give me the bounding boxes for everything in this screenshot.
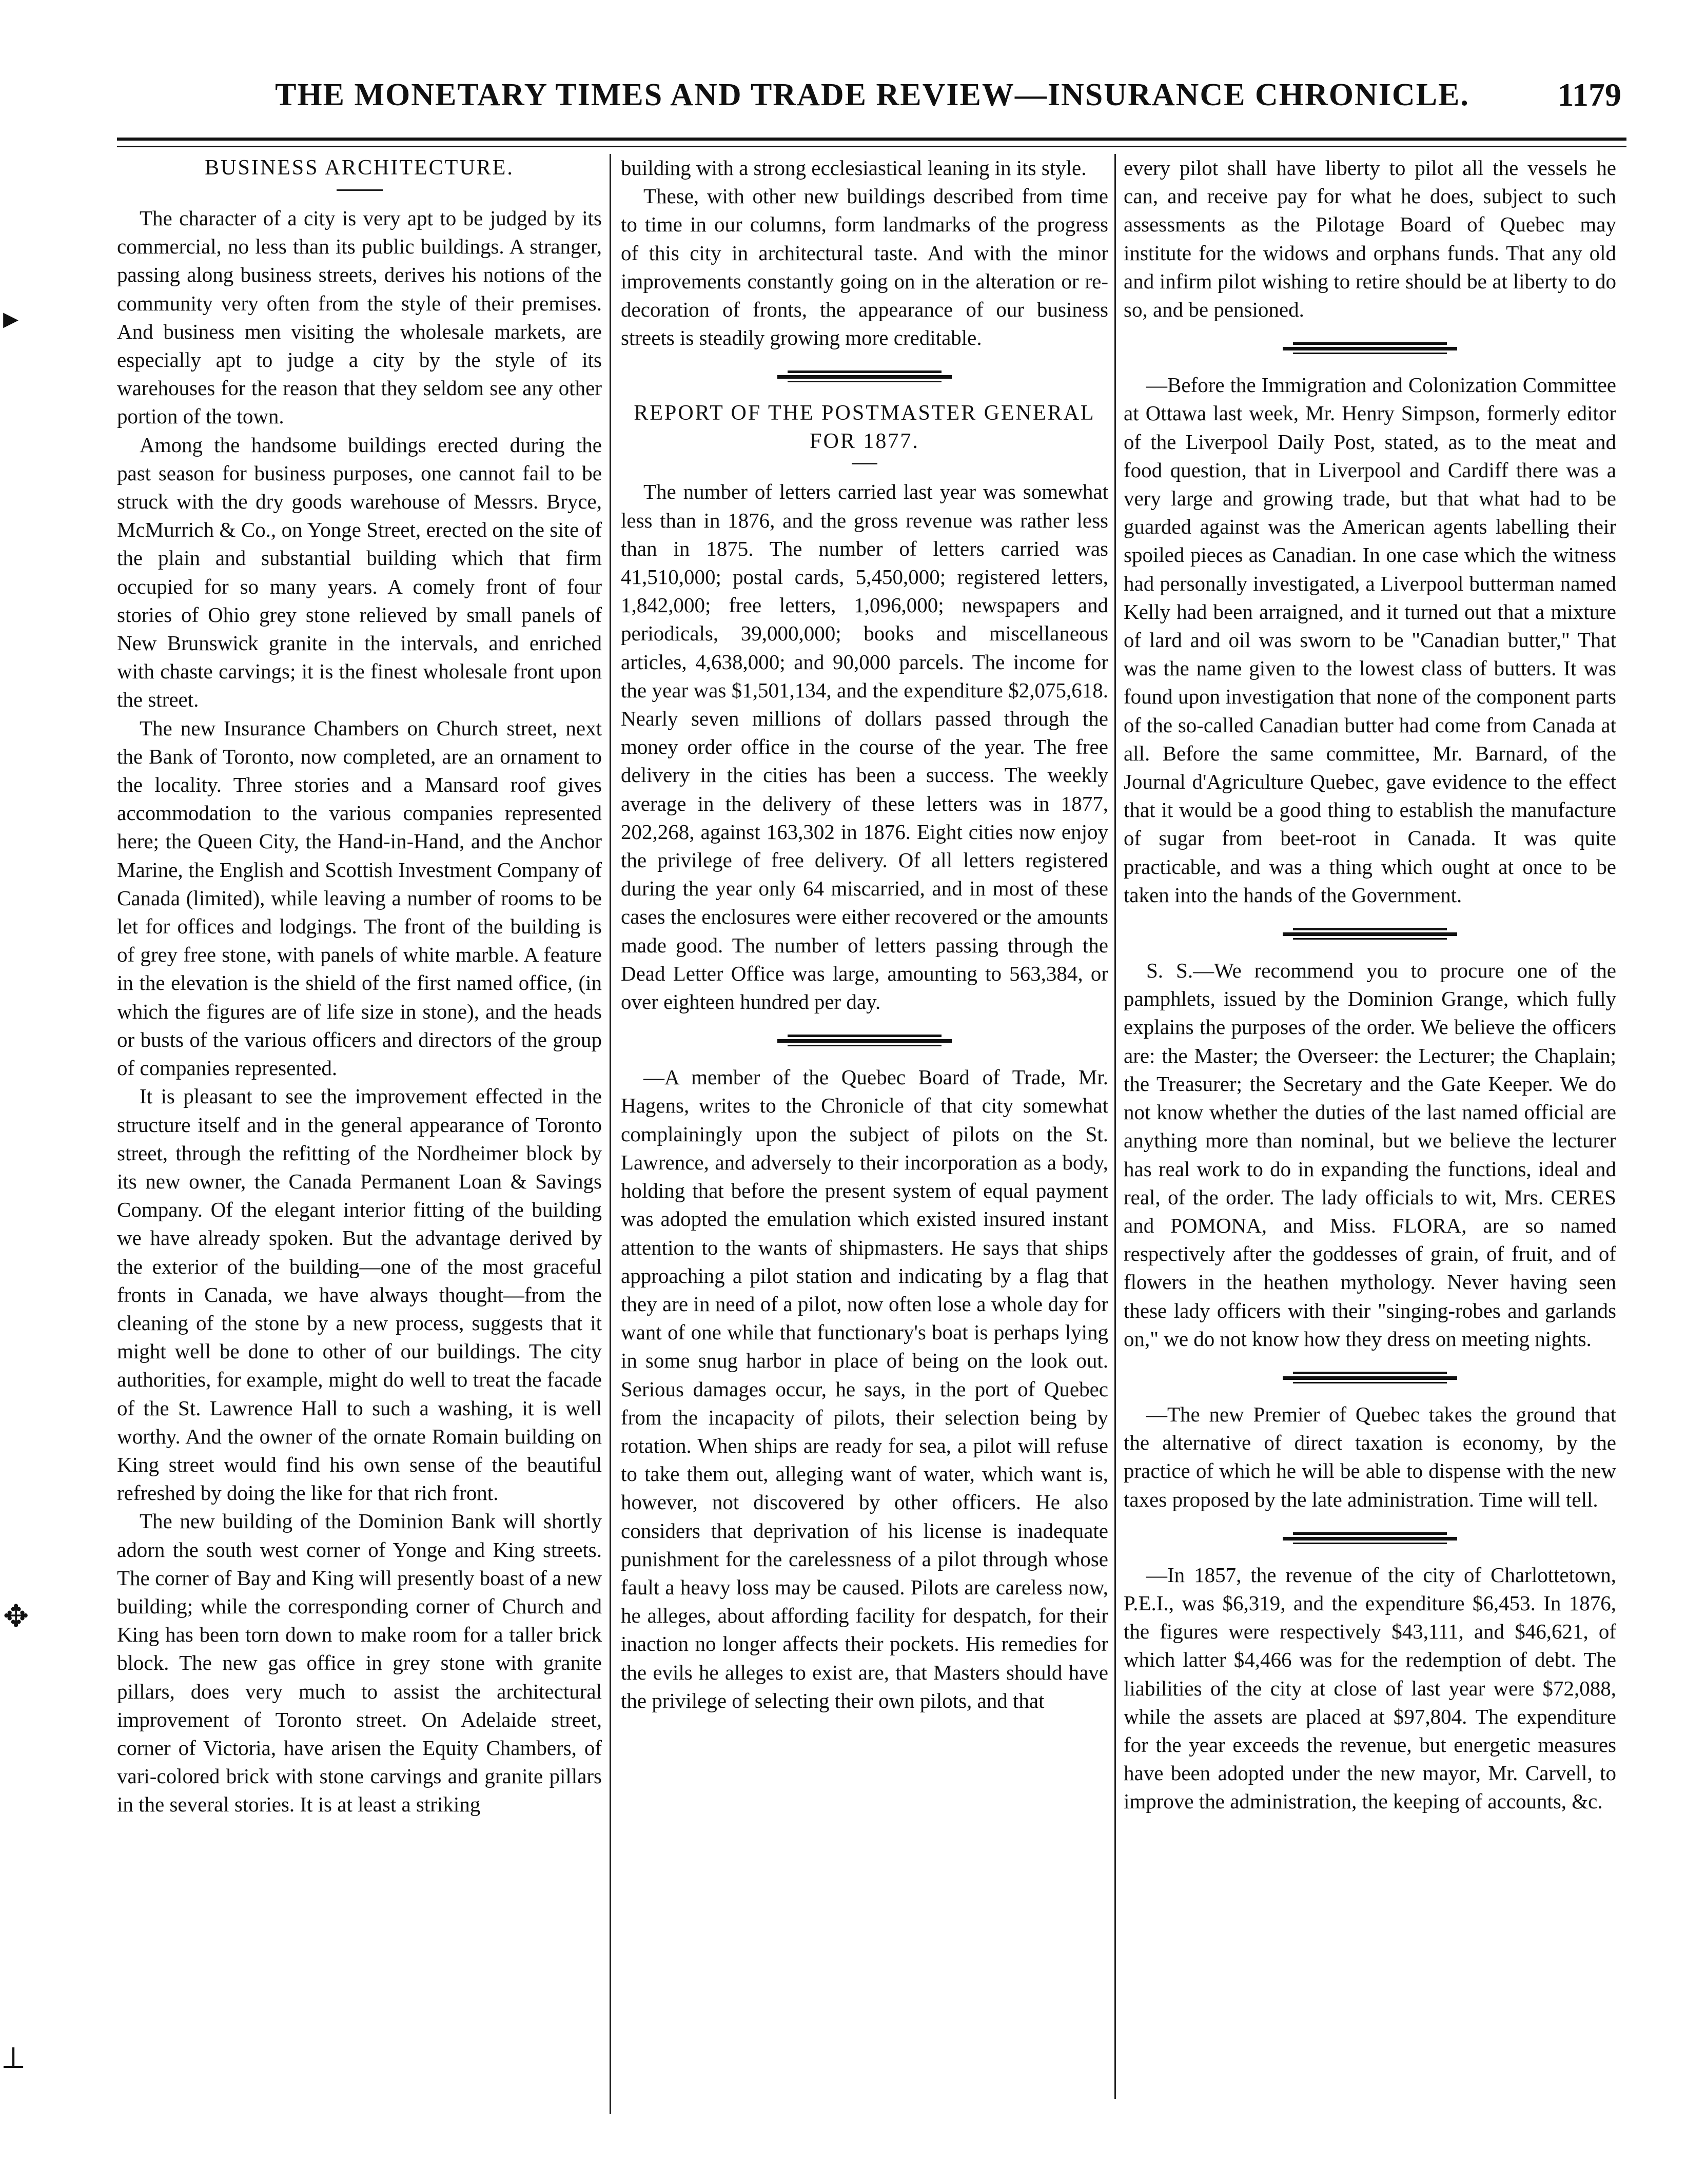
article-heading-business-architecture: BUSINESS ARCHITECTURE. [205,156,514,180]
masthead-rule-thin [117,146,1626,147]
article-paragraph-grange: S. S.—We recommend you to procure one of the pamphlets, issued by the Dominion Grange, which fully explains the purposes of the order. We believe the officers are: the Master; the Overseer: the Lecturer; the Chaplain; the Treasurer; the Secretary and the Gate Keeper. We do not know whether the duties of the last named official are anything more than nominal, but we believe the lecturer has real work to do in expanding the functions, ideal and real, of the order. The lady officials to wit, Mrs. CERES and POMONA, and Miss. FLORA, are so named respectively after the goddesses of grain, of fruit, and of flowers in the heathen mythology. Never having seen these lady officers with their "singing-robes and garlands on," we do not know how they dress on meeting nights. [1124,959,1616,1351]
article-continuation: every pilot shall have liberty to pilot all the vessels he can, and receive pay for what he does, subject to such assessments as the Pilotage Board of Quebec may institute for the widows and orphans funds. That any old and infirm pilot wishing to retire should be at liberty to do so, and be pensioned. [1124,156,1616,322]
masthead-title: THE MONETARY TIMES AND TRADE REVIEW—INSURANCE CHRONICLE. [275,77,1469,112]
column-3 [1124,154,1616,2135]
section-separator [1124,337,1616,358]
section-separator [1124,1367,1616,1387]
margin-mark: ▸ [3,301,19,335]
article-paragraph: It is pleasant to see the improvement effected in the structure itself and in the general appearance of Toronto street, through the refitting of the Nordheimer block by its new owner, the Canada Permanent Loan & Savings Company. Of the elegant interior fitting of the building we have already spoken. But the advantage derived by the exterior of the building—one of the most graceful fronts in Canada, we have always thought—from the cleaning of the stone by a new process, suggests that it might well be done to other of our buildings. The city authorities, for example, might do well to treat the facade of the St. Lawrence Hall to such a washing, it is well worthy. And the owner of the ornate Romain building on King street would find his own sense of the beautiful refreshed by doing the like for that rich front. [117,1084,602,1505]
section-separator [621,1029,1108,1050]
article-paragraph: The new Insurance Chambers on Church street, next the Bank of Toronto, now completed, are an ornament to the locality. Three stories and a Mansard roof gives accommodation to the various companies represented here; the Queen City, the Hand-in-Hand, and the Anchor Marine, the English and Scottish Investment Company of Canada (limited), while leaving a number of rooms to be let for offices and lodgings. The front of the building is of grey free stone, with panels of white marble. A feature in the elevation is the shield of the first named office, (in which the figures are of life size in stone), and the heads or busts of the various officers and directors of the group of companies represented. [117,716,602,1080]
article-paragraph: These, with other new buildings described from time to time in our columns, form landmarks of the progress of this city in architectural taste. And with the minor improvements constantly going on in the alteration or re-decoration of fronts, the appearance of our business streets is steadily growing more creditable. [621,184,1108,350]
heading-dash [337,189,383,191]
section-separator [621,365,1108,386]
article-paragraph: The number of letters carried last year was somewhat less than in 1876, and the gross revenue was rather less than in 1875. The number of letters carried was 41,510,000; postal cards, 5,450,000; registered letters, 1,842,000; free letters, 1,096,000; newspapers and periodicals, 39,000,000; books and miscellaneous articles, 4,638,000; and 90,000 parcels. The income for the year was $1,501,134, and the expenditure $2,075,618. Nearly seven millions of dollars passed through the money order office in the course of the year. The free delivery in the cities has been a success. The weekly average in the delivery of these letters was in 1877, 202,268, against 163,302 in 1876. Eight cities now enjoy the privilege of free delivery. Of all letters registered during the year only 64 miscarried, and in most of these cases the enclosures were either recovered or the amounts made good. The number of letters passing through the Dead Letter Office was large, amounting to 563,384, or over eighteen hundred per day. [621,480,1108,1014]
column-2 [621,154,1108,2135]
section-separator [1124,1527,1616,1548]
article-paragraph: The new building of the Dominion Bank will shortly adorn the south west corner of Yonge and King streets. The corner of Bay and King will presently boast of a new building; while the corresponding corner of Church and King has been torn down to make room for a taller brick block. The new gas office in grey stone with granite pillars, does very much to assist the architectural improvement of Toronto street. On Adelaide street, corner of Victoria, have arisen the Equity Chambers, of vari-colored brick with stone carvings and granite pillars in the several stories. It is at least a striking [117,1509,602,1817]
margin-marks [0,0,31,2184]
article-paragraph-quebec-premier: —The new Premier of Quebec takes the ground that the alternative of direct taxation is economy, by the practice of which he will be able to dispense with the new taxes proposed by the late administration. Time will tell. [1124,1402,1616,1511]
article-paragraph: Among the handsome buildings erected during the past season for business purposes, one cannot fail to be struck with the dry goods warehouse of Messrs. Bryce, McMurrich & Co., on Yonge Street, erected on the site of the plain and substantial building which that firm occupied for so many years. A comely front of four stories of Ohio grey stone relieved by small panels of New Brunswick granite in the intervals, and enriched with chaste carvings; it is the finest wholesale front upon the street. [117,433,602,712]
article-paragraph-immigration: —Before the Immigration and Colonization Committee at Ottawa last week, Mr. Henry Simpson, formerly editor of the Liverpool Daily Post, stated, as to the meat and food question, that in Liverpool and Cardiff there was a very large and growing trade, but that what had to be guarded against was the American agents labelling their spoiled pieces as Canadian. In one case which the witness had personally investigated, a Liverpool butterman named Kelly had been arraigned, and it turned out that a mixture of lard and oil was sworn to be "Canadian butter," That was the name given to the lowest class of butters. It was found upon investigation that none of the component parts of the so-called Canadian butter had come from Canada at all. Before the same committee, Mr. Barnard, of the Journal d'Agriculture Quebec, gave evidence to the effect that it would be a good thing to establish the manufacture of sugar from beet-root in Canada. It was quite practicable, and was a thing which ought at once to be taken into the hands of the Government. [1124,373,1616,907]
article-paragraph-charlottetown: —In 1857, the revenue of the city of Charlottetown, P.E.I., was $6,319, and the expenditure $6,453. In 1876, the figures were respectively $43,111, and $46,621, of which latter $4,466 was for the redemption of debt. The liabilities of the city at close of last year were $72,088, while the assets are placed at $97,804. The expenditure for the year exceeds the revenue, but energetic measures have been adopted under the new mayor, Mr. Carvell, to improve the administration, the keeping of accounts, &c. [1124,1563,1616,1814]
article-paragraph-quebec-pilots: —A member of the Quebec Board of Trade, Mr. Hagens, writes to the Chronicle of that city somewhat complainingly upon the subject of pilots on the St. Lawrence, and adversely to their incorporation as a body, holding that before the present system of equal payment was adopted the emulation which existed insured instant attention to the wants of shipmasters. He says that ships approaching a pilot station and indicating by a flag that they are in need of a pilot, now often lose a whole day for want of one while that functionary's boat is perhaps lying in some snug harbor in place of being on the look out. Serious damages occur, he says, in the port of Quebec from the incapacity of pilots, their selection being by rotation. When ships are ready for sea, a pilot will refuse to take them out, alleging want of water, which want is, however, not discovered by other officers. He also considers that deprivation of his license is inadequate punishment for the carelessness of a pilot through whose fault a heavy loss may be caused. Pilots are careless now, he alleges, about affording facility for despatch, for their inaction no longer affects their pockets. His remedies for the evils he alleges to exist are, that Masters should have the privilege of selecting their own pilots, and that [621,1065,1108,1712]
column-1 [117,154,602,2135]
article-continuation: building with a strong ecclesiastical leaning in its style. [621,156,1087,180]
column-divider [1114,154,1116,2099]
margin-mark: ✥ [3,1600,29,1633]
margin-mark: ⟂ [3,2041,24,2075]
page-number: 1179 [1557,76,1621,113]
article-heading-postmaster-report: REPORT OF THE POSTMASTER GENERAL FOR 1877. [634,401,1095,454]
section-separator [1124,923,1616,943]
column-divider [610,154,611,2114]
heading-dash [852,463,877,464]
article-paragraph: The character of a city is very apt to be judged by its commercial, no less than its public buildings. A stranger, passing along business streets, derives his notions of the community very often from the style of their premises. And business men visiting the wholesale markets, are especially apt to judge a city by the style of its warehouses for the reason that they seldom see any other portion of the town. [117,206,602,428]
masthead-rule-thick [117,138,1626,141]
